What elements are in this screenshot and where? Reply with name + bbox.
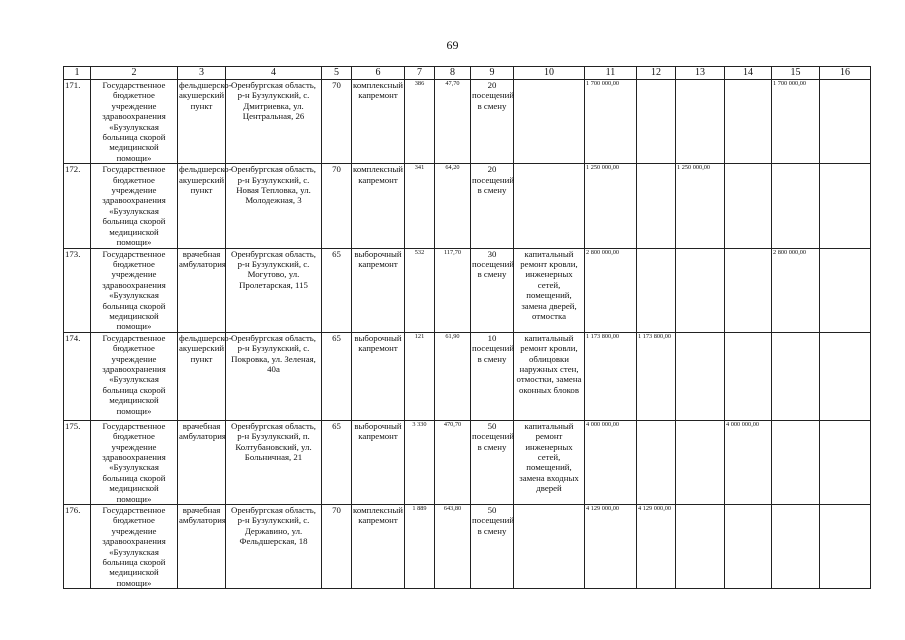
facility-address: Оренбургская область, р-н Бузулукский, с. Дмитриевка, ул. Центральная, 26: [226, 80, 322, 164]
facility-type: фельдшерско-акушерский пункт: [178, 164, 226, 248]
column-12-amount: [637, 164, 676, 248]
column-16-amount: [820, 164, 871, 248]
column-header-11: 11: [585, 67, 637, 80]
header-row: [64, 67, 871, 80]
column-16-amount: [820, 332, 871, 420]
capacity: 20 посещений в смену: [471, 164, 514, 248]
column-16-amount: [820, 505, 871, 589]
column-7-value: 341: [405, 164, 435, 248]
row-number: 175.: [64, 420, 91, 504]
institution-name: Государственное бюджетное учреждение здравоохранения «Бузулукская больница скорой медицинской помощи»: [91, 164, 178, 248]
column-12-amount: [637, 248, 676, 332]
column-15-amount: [772, 505, 820, 589]
column-header-4: 4: [226, 67, 322, 80]
facility-address: Оренбургская область, р-н Бузулукский, п. Колтубановский, ул. Больничная, 21: [226, 420, 322, 504]
capacity: 50 посещений в смену: [471, 420, 514, 504]
column-11-amount: 4 000 000,00: [585, 420, 637, 504]
column-16-amount: [820, 80, 871, 164]
work-type: выборочный капремонт: [352, 420, 405, 504]
row-number: 172.: [64, 164, 91, 248]
facility-address: Оренбургская область, р-н Бузулукский, с. Новая Тепловка, ул. Молодежная, 3: [226, 164, 322, 248]
column-11-amount: 4 129 000,00: [585, 505, 637, 589]
work-type: выборочный капремонт: [352, 332, 405, 420]
column-8-value: 64,20: [435, 164, 471, 248]
column-14-amount: [725, 505, 772, 589]
work-type: комплексный капремонт: [352, 80, 405, 164]
column-header-2: 2: [91, 67, 178, 80]
column-12-amount: 1 173 800,00: [637, 332, 676, 420]
column-13-amount: [676, 248, 725, 332]
repair-scope: капитальный ремонт кровли, инженерных сетей, помещений, замена дверей, отмостка: [514, 248, 585, 332]
capacity: 30 посещений в смену: [471, 248, 514, 332]
institution-name: Государственное бюджетное учреждение здравоохранения «Бузулукская больница скорой медицинской помощи»: [91, 420, 178, 504]
column-13-amount: [676, 80, 725, 164]
work-type: комплексный капремонт: [352, 164, 405, 248]
work-type: комплексный капремонт: [352, 505, 405, 589]
facility-address: Оренбургская область, р-н Бузулукский, с. Покровка, ул. Зеленая, 40а: [226, 332, 322, 420]
data-table: [63, 66, 871, 589]
column-8-value: 643,80: [435, 505, 471, 589]
column-header-3: 3: [178, 67, 226, 80]
column-5-value: 65: [322, 420, 352, 504]
facility-type: врачебная амбулатория: [178, 248, 226, 332]
column-11-amount: 1 700 000,00: [585, 80, 637, 164]
column-14-amount: [725, 248, 772, 332]
column-14-amount: [725, 80, 772, 164]
column-8-value: 61,90: [435, 332, 471, 420]
column-7-value: 532: [405, 248, 435, 332]
facility-type: врачебная амбулатория: [178, 505, 226, 589]
institution-name: Государственное бюджетное учреждение здравоохранения «Бузулукская больница скорой медицинской помощи»: [91, 332, 178, 420]
column-header-12: 12: [637, 67, 676, 80]
column-11-amount: 2 800 000,00: [585, 248, 637, 332]
repair-scope: капитальный ремонт кровли, облицовки наружных стен, отмостки, замена оконных блоков: [514, 332, 585, 420]
column-16-amount: [820, 420, 871, 504]
column-7-value: 386: [405, 80, 435, 164]
column-7-value: 3 330: [405, 420, 435, 504]
page-number: 69: [446, 38, 459, 52]
row-number: 176.: [64, 505, 91, 589]
column-5-value: 65: [322, 248, 352, 332]
work-type: выборочный капремонт: [352, 248, 405, 332]
capacity: 10 посещений в смену: [471, 332, 514, 420]
facility-address: Оренбургская область, р-н Бузулукский, с. Державино, ул. Фельдшерская, 18: [226, 505, 322, 589]
column-header-8: 8: [435, 67, 471, 80]
column-15-amount: 2 800 000,00: [772, 248, 820, 332]
column-header-15: 15: [772, 67, 820, 80]
column-12-amount: [637, 420, 676, 504]
column-13-amount: [676, 420, 725, 504]
table-row: [64, 332, 871, 420]
row-number: 174.: [64, 332, 91, 420]
column-15-amount: [772, 420, 820, 504]
column-header-1: 1: [64, 67, 91, 80]
column-header-10: 10: [514, 67, 585, 80]
table-row: [64, 505, 871, 589]
table-row: [64, 420, 871, 504]
repair-scope: [514, 80, 585, 164]
column-13-amount: [676, 332, 725, 420]
column-8-value: 470,70: [435, 420, 471, 504]
column-header-14: 14: [725, 67, 772, 80]
column-14-amount: [725, 164, 772, 248]
institution-name: Государственное бюджетное учреждение здравоохранения «Бузулукская больница скорой медицинской помощи»: [91, 505, 178, 589]
column-12-amount: 4 129 000,00: [637, 505, 676, 589]
column-13-amount: [676, 505, 725, 589]
column-header-9: 9: [471, 67, 514, 80]
column-14-amount: 4 000 000,00: [725, 420, 772, 504]
column-header-5: 5: [322, 67, 352, 80]
column-header-6: 6: [352, 67, 405, 80]
table-row: [64, 164, 871, 248]
facility-address: Оренбургская область, р-н Бузулукский, с. Могутово, ул. Пролетарская, 115: [226, 248, 322, 332]
facility-type: фельдшерско-акушерский пункт: [178, 332, 226, 420]
column-12-amount: [637, 80, 676, 164]
facility-type: врачебная амбулатория: [178, 420, 226, 504]
column-5-value: 65: [322, 332, 352, 420]
facility-type: фельдшерско-акушерский пункт: [178, 80, 226, 164]
institution-name: Государственное бюджетное учреждение здравоохранения «Бузулукская больница скорой медицинской помощи»: [91, 248, 178, 332]
capacity: 50 посещений в смену: [471, 505, 514, 589]
column-header-7: 7: [405, 67, 435, 80]
repair-scope: капитальный ремонт инженерных сетей, помещений, замена входных дверей: [514, 420, 585, 504]
table-row: [64, 80, 871, 164]
column-15-amount: [772, 332, 820, 420]
repair-scope: [514, 505, 585, 589]
column-11-amount: 1 173 800,00: [585, 332, 637, 420]
row-number: 173.: [64, 248, 91, 332]
column-8-value: 47,70: [435, 80, 471, 164]
column-15-amount: [772, 164, 820, 248]
row-number: 171.: [64, 80, 91, 164]
column-8-value: 117,70: [435, 248, 471, 332]
column-14-amount: [725, 332, 772, 420]
column-7-value: 121: [405, 332, 435, 420]
column-13-amount: 1 250 000,00: [676, 164, 725, 248]
column-header-16: 16: [820, 67, 871, 80]
column-15-amount: 1 700 000,00: [772, 80, 820, 164]
capacity: 20 посещений в смену: [471, 80, 514, 164]
column-5-value: 70: [322, 164, 352, 248]
table-row: [64, 248, 871, 332]
repair-scope: [514, 164, 585, 248]
column-16-amount: [820, 248, 871, 332]
institution-name: Государственное бюджетное учреждение здравоохранения «Бузулукская больница скорой медицинской помощи»: [91, 80, 178, 164]
column-5-value: 70: [322, 80, 352, 164]
column-11-amount: 1 250 000,00: [585, 164, 637, 248]
column-5-value: 70: [322, 505, 352, 589]
column-header-13: 13: [676, 67, 725, 80]
column-7-value: 1 889: [405, 505, 435, 589]
